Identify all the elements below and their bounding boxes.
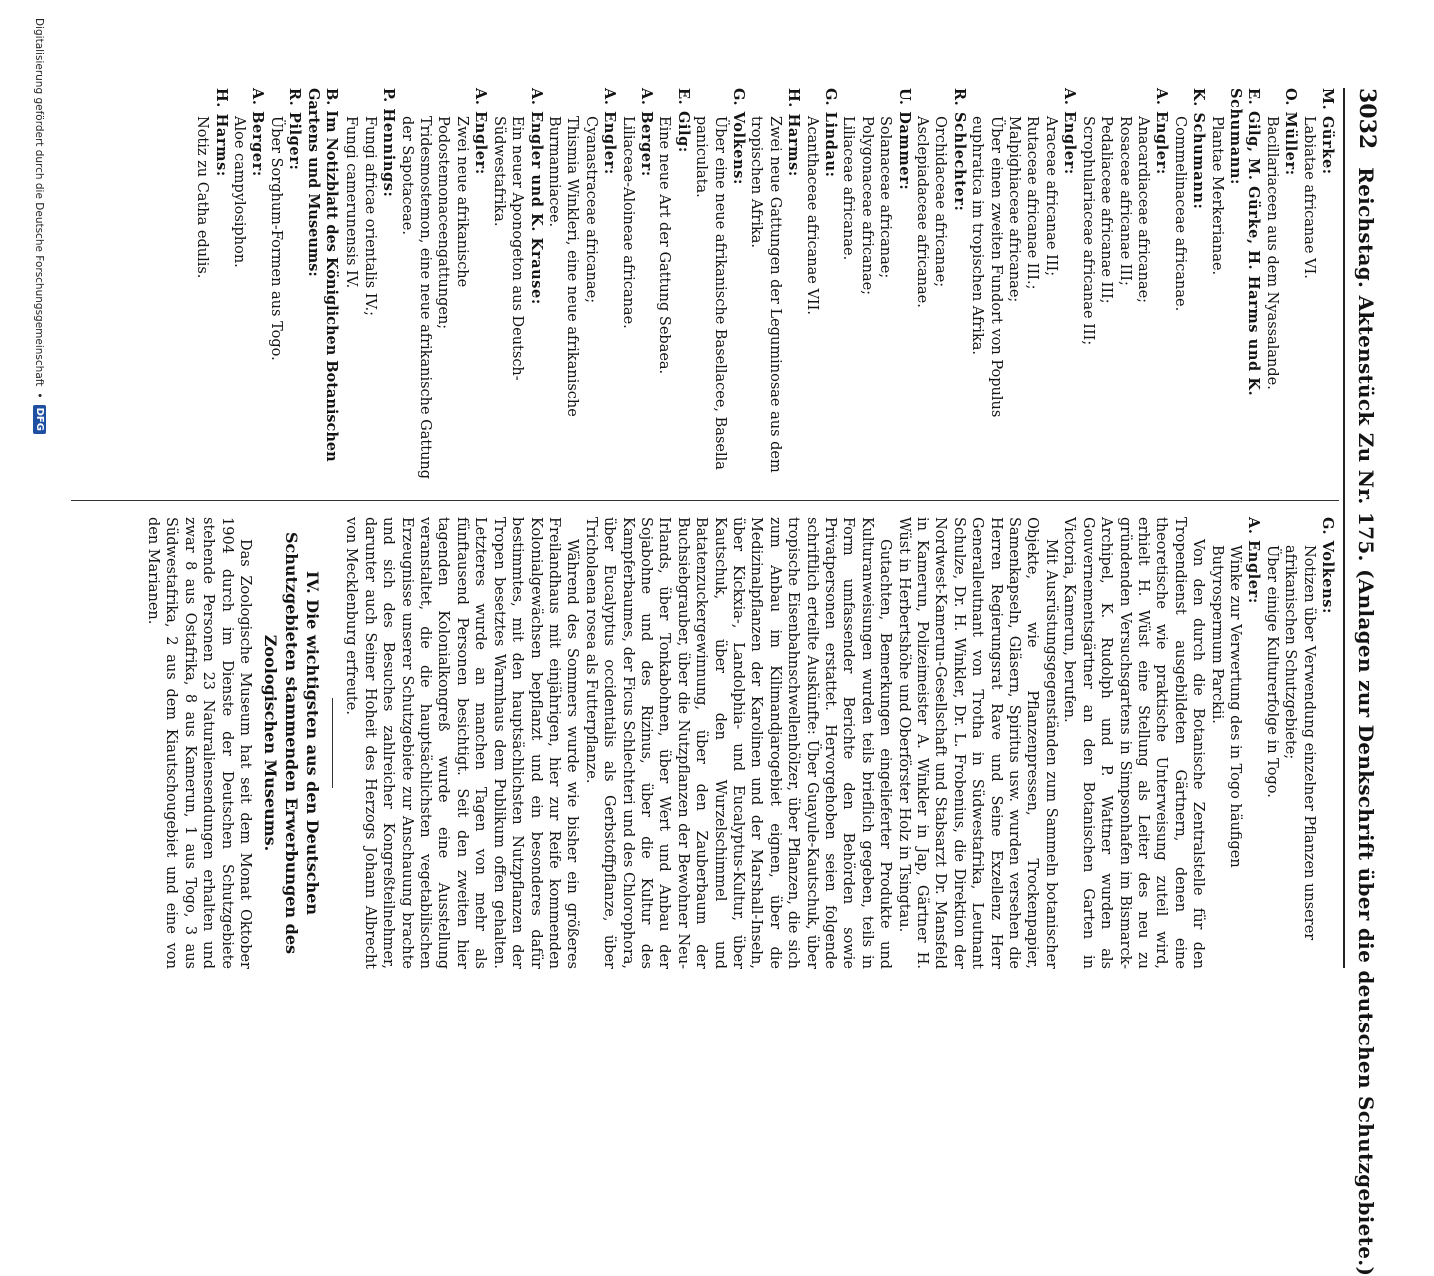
entry-author: G. Volkens: bbox=[730, 88, 747, 185]
page-number: 3032 bbox=[1354, 88, 1380, 150]
section-heading bbox=[260, 517, 323, 969]
credit-text: Digitalisierung gefördert durch die Deutsche Forschungsgemeinschaft bbox=[33, 18, 46, 387]
entry-author: R. Schlechter: bbox=[950, 88, 968, 212]
publication-entry bbox=[397, 88, 489, 484]
entry-author: M. Gürke: bbox=[1319, 88, 1336, 175]
left-column bbox=[193, 88, 1336, 484]
entry-title: Ein neuer Aponogeton aus Deutsch-Südwestafrika. bbox=[490, 116, 526, 381]
entry-title: Aloe campylosiphon. bbox=[231, 116, 248, 268]
publication-entry bbox=[1207, 88, 1262, 484]
body-paragraph: Gutachten, Bemerkungen eingelieferter Produkte und Kulturanweisungen wurden teils brieflich gegeben, teils in Form umfassender Berichte den Behörden sowie Privatpersonen erstattet. Hervorgehoben seien folgende schriftlich erteilte Auskünfte: Über Guayule-Kautschuk, über tropische Eisenbahnschwellenhölzer, über Pflanzen, die sich zum Anbau im Kilimandjarogebiet eignen, über die Medizinalpflanzen der Karolinen und der Marshall-Inseln, über Kickxia-, Landolphia- und Eucalyptus-Kultur, über Kautschuk, über den Wurzelschimmel und Batatenzuckergewinnung, über den Zauberbaum der Buchsiebgrauber, über die Nutzpflanzen der Bewohner Neu-Irlands, über Tonkabohnen, über Wert und Anbau der Sojabohne und des Rizinus, über die Kultur des Kampferbaumes, der Ficus Schlechteri und des Chlorophora, über Eucalyptus occidentalis als Gerbstoffpflanze, über Tricholaena rosea als Futterpflanze. bbox=[582, 517, 894, 969]
publication-entry bbox=[1207, 517, 1262, 969]
entry-author: A. Engler: bbox=[1153, 88, 1171, 175]
entry-author: A. Engler: bbox=[601, 88, 619, 175]
section-divider bbox=[332, 698, 333, 788]
entry-title: Über Sorghum-Formen aus Togo. bbox=[267, 116, 284, 361]
entry-author: A. Engler: bbox=[1245, 517, 1263, 604]
entry-title: Cyanastraceae africanae; bbox=[582, 116, 599, 304]
publication-entry bbox=[618, 88, 655, 484]
publication-entry bbox=[545, 88, 619, 484]
entry-title: Eine neue Art der Gattung Sebaea. bbox=[656, 116, 673, 375]
entry-title: Rutaceae africanae III.; bbox=[1024, 116, 1041, 290]
publication-entry bbox=[913, 88, 968, 484]
right-column bbox=[144, 517, 1336, 969]
publication-entry bbox=[1262, 88, 1299, 484]
publication-entry bbox=[489, 88, 544, 484]
entry-title: Bacillariaceen aus dem Nyassalande. bbox=[1263, 116, 1280, 390]
separator-dot: • bbox=[33, 392, 46, 399]
publication-entry bbox=[342, 88, 397, 484]
entry-author: G. Lindau: bbox=[822, 88, 840, 178]
entry-title: Plantae Merkerianae. bbox=[1208, 116, 1225, 276]
publication-entry bbox=[692, 88, 747, 484]
entry-author: R. Pilger: bbox=[286, 88, 304, 171]
entry-title: Fungi africae orientalis IV.; bbox=[361, 116, 378, 316]
entry-title: Über eine neue afrikanische Basellacee, Basella paniculata. bbox=[693, 116, 728, 470]
entry-author: A. Engler: bbox=[472, 88, 490, 175]
entry-title: Labiatae africanae VI. bbox=[1300, 116, 1317, 279]
notizblatt-list bbox=[193, 88, 303, 484]
publication-entry bbox=[230, 88, 267, 484]
entry-author: H. Harms: bbox=[212, 88, 230, 177]
entry-title: Notiz zu Catha edulis. bbox=[194, 116, 211, 279]
publication-entry bbox=[1299, 88, 1336, 484]
entry-title: Zwei neue Gattungen der Leguminosae aus dem tropischen Afrika. bbox=[748, 116, 783, 473]
entry-title: Acanthaceae africanae VII. bbox=[803, 116, 820, 315]
body-paragraph: Während des Sommers wurde wie bisher ein größeres Freilandhaus mit einjährigen, hier zur Reife kommenden Kolonialgewächsen bepflanzt und ein besonderes dafür bestimmtes, mit den hauptsächlichsten Nutzpflanzen der Tropen besetztes Warmhaus dem Publikum offen gehalten. Letzteres wurde an manchen Tagen von mehr als fünftausend Personen besichtigt. Seit den zweiten hier tagenden Kolonialkongreß wurde eine Ausstellung veranstaltet, die die hauptsächlichsten vegetabilischen Erzeugnisse unserer Schutzgebiete zur Anschauung brachte und sich des Besuches zahlreicher Kongreßteilnehmer, darunter auch Seiner Hoheit des Herzogs Johann Albrecht von Mecklenburg erfreute. bbox=[343, 517, 581, 969]
body-paragraph: Mit Ausrüstungsgegenständen zum Sammeln botanischer Objekte, wie Pflanzenpressen, Trockenpapier, Samenkapseln, Gläsern, Spiritus usw. wurden versehen die Herren Regierungsrat Rave und Seine Exzellenz Herr Generalleutnant von Trotha in Südwestafrika, Leutnant Schulze, Dr. H. Winkler, Dr. L. Frobenius, die Direktion der Nordwest-Kamerun-Gesellschaft und Stabsarzt Dr. Mansfeld in Kamerun, Polizeimeister A. Winkler in Jap, Gärtner H. Wüst in Herbertshöhe und Oberförster Holz in Tsingtau. bbox=[895, 517, 1059, 969]
publication-entry bbox=[1078, 88, 1170, 484]
entry-author: O. Müller: bbox=[1282, 88, 1300, 176]
body-paragraph: Von den durch die Botanische Zentralstelle für den Tropendienst ausgebildeten Gärtnern, denen eine theoretische wie praktische Unterweisung zuteil wird, erhielt H. Wüst eine Stellung als Leiter des neu zu gründenden Versuchsgartens in Simpsonhafen im Bismarck-Archipel, K. Rudolph und P. Wattner wurden als Gouvernementsgärtner an den Botanischen Garten in Victoria, Kamerun, berufen. bbox=[1061, 517, 1207, 969]
entry-author: E. Gilg, M. Gürke, H. Harms und K. Schumann: bbox=[1226, 88, 1263, 397]
publication-entry bbox=[655, 88, 692, 484]
entry-title: Liliaceae-Aloineae africanae. bbox=[619, 116, 636, 329]
publication-list bbox=[342, 88, 1336, 484]
entry-title: Orchidaceae africanae; bbox=[932, 116, 949, 288]
publication-entry bbox=[1262, 517, 1336, 969]
entry-title: Liliaceae africanae. bbox=[840, 116, 857, 261]
section-title: Die wichtigsten aus den Deutschen Schutzgebieten stammenden Erwerbungen des Zoologischen Museums. bbox=[261, 531, 323, 955]
entry-title: Notizen über Verwendung einzelner Pflanzen unserer afrikanischen Schutzgebiete; bbox=[1282, 545, 1317, 941]
publication-entry bbox=[968, 88, 1078, 484]
publication-entry bbox=[747, 88, 802, 484]
entry-title: Thismia Winkleri, eine neue afrikanische Burmanniacee. bbox=[545, 116, 581, 417]
entry-author: P. Hennings: bbox=[380, 88, 398, 198]
entry-title: Fungi camerunensis IV. bbox=[343, 116, 360, 289]
entry-author: A. Engler: bbox=[1061, 88, 1079, 175]
entry-title: Anacardiaceae africanae; bbox=[1134, 116, 1151, 304]
report-paragraphs bbox=[342, 517, 1207, 969]
header-rule bbox=[1343, 88, 1345, 968]
publication-entry bbox=[193, 88, 230, 484]
entry-title: Winke zur Verwertung des in Togo häufigen Butyrospermum Parckii. bbox=[1208, 545, 1243, 868]
section-paragraph: Das Zoologische Museum hat seit dem Monat Oktober 1904 durch im Dienste der Deutschen Schutzgebiete stehende Personen 23 Naturaliensendungen erhalten und zwar 8 aus Ostafrika, 8 aus Kamerun, 1 aus Togo, 3 aus Südwestafrika, 2 aus dem Kiautschougebiet und eine von den Marianen. bbox=[145, 517, 254, 969]
section-number: IV. bbox=[303, 570, 323, 594]
entry-title: Solanaceae africanae; bbox=[877, 116, 894, 279]
entry-author: E. Gilg: bbox=[674, 88, 692, 153]
entry-title: Commelinaceae africanae. bbox=[1171, 116, 1188, 312]
entry-author: K. Schumann: bbox=[1190, 88, 1208, 210]
publication-list-continued bbox=[1207, 517, 1336, 969]
entry-author: G. Volkens: bbox=[1319, 517, 1336, 614]
publication-entry bbox=[802, 88, 839, 484]
digitization-credit bbox=[33, 18, 46, 978]
entry-author: A. Berger: bbox=[637, 88, 655, 177]
entry-title: Tridesmostemon, eine neue afrikanische Gattung der Sapotaceae. bbox=[398, 116, 434, 480]
entry-author: H. Harms: bbox=[785, 88, 803, 177]
entry-title: Rosaceae africanae III; bbox=[1116, 116, 1133, 286]
entry-title: Malpighiaceae africanae; bbox=[1006, 116, 1023, 303]
entry-title: Über einen zweiten Fundort von Populus euphratica im tropischen Afrika. bbox=[969, 116, 1004, 418]
entry-title: Über einige Kulturerfolge in Togo. bbox=[1263, 545, 1280, 798]
column-divider bbox=[71, 500, 1339, 501]
dfg-logo: DFG bbox=[33, 405, 46, 434]
entry-author: A. Berger: bbox=[249, 88, 267, 177]
entry-title: Polygonaceae africanae; bbox=[858, 116, 875, 296]
entry-title: Araceae africanae III; bbox=[1042, 116, 1059, 277]
entry-author: A. Engler und K. Krause: bbox=[527, 88, 545, 305]
entry-title: Pedaliaceae africanae III; bbox=[1098, 116, 1115, 304]
notizblatt-heading: B. Im Notizblatt des Königlichen Botanischen Gartens und Museums: bbox=[304, 88, 341, 462]
entry-title: Scrophulariaceae africanae III; bbox=[1079, 116, 1096, 346]
publication-entry bbox=[266, 88, 303, 484]
publication-entry bbox=[839, 88, 913, 484]
entry-author: U. Dammer: bbox=[895, 88, 913, 191]
publication-entry bbox=[1170, 88, 1207, 484]
entry-title: Asclepiadaceae africanae. bbox=[914, 116, 931, 308]
running-head bbox=[1354, 88, 1394, 1276]
header-title: Reichstag. Aktenstück Zu Nr. 175. (Anlagen zur Denkschrift über die deutschen Schutzgebiete.) bbox=[1354, 167, 1378, 1276]
entry-title: Zwei neue afrikanische Podostemonaceengattungen; bbox=[435, 116, 470, 330]
